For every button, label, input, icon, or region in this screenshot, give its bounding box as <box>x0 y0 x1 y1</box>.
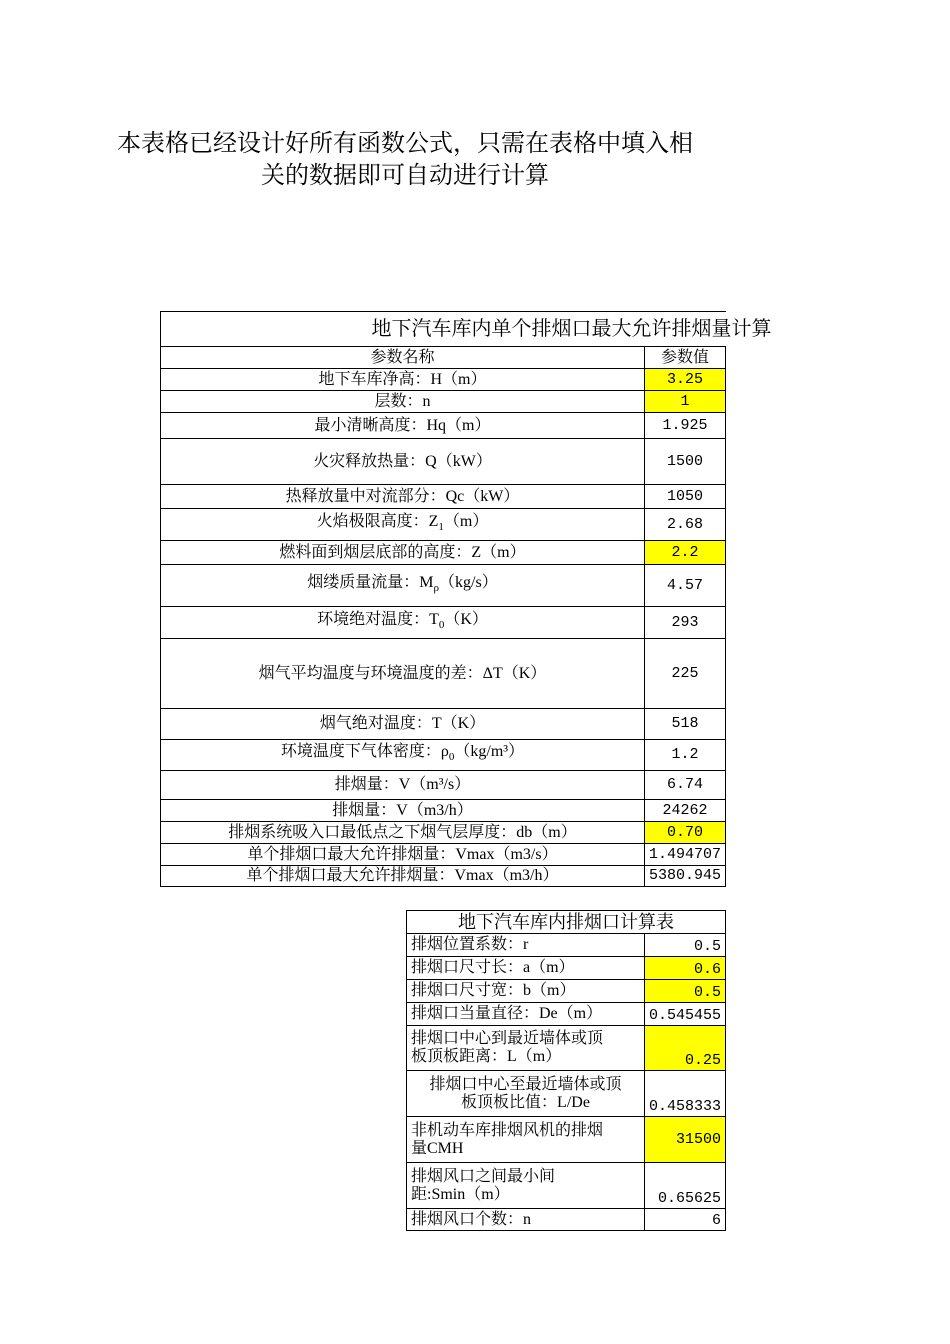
table1-row-label: 热释放量中对流部分：Qc（kW） <box>161 485 645 509</box>
table1-header-value: 参数值 <box>644 347 725 369</box>
table2-row-label: 排烟风口之间最小间 距:Smin（m） <box>407 1163 645 1209</box>
table2-row-input[interactable]: 31500 <box>644 1117 725 1163</box>
table2-row-label: 排烟口当量直径：De（m） <box>407 1003 645 1026</box>
table1-row-label: 地下车库净高：H（m） <box>161 369 645 391</box>
table2-row-label: 排烟口中心至最近墙体或顶 板顶板比值：L/De <box>407 1071 645 1117</box>
table1-row-value: 225 <box>644 639 725 709</box>
table1-row-value: 1.925 <box>644 413 725 439</box>
table2-row-label: 非机动车库排烟风机的排烟 量CMH <box>407 1117 645 1163</box>
table1-row-value: 518 <box>644 709 725 740</box>
table1-row-value: 5380.945 <box>644 866 725 887</box>
intro-text <box>70 128 740 192</box>
table1-row-label: 环境绝对温度：$T_0(K)$ <box>161 607 645 639</box>
table2-row-input[interactable]: 0.25 <box>644 1026 725 1071</box>
table1-row-value: 2.68 <box>644 509 725 541</box>
table2-row-value: 6 <box>644 1209 725 1231</box>
table1-row-label: 最小清晰高度：Hq（m） <box>161 413 645 439</box>
smoke-vent-calc-table <box>406 910 726 1231</box>
table1-row-input[interactable]: 0.70 <box>644 822 725 844</box>
table1-row-value: 24262 <box>644 800 725 822</box>
table1-row-label: 烟缕质量流量：$M_\rho(kg/s)$ <box>161 565 645 607</box>
intro-line-2: 关的数据即可自动进行计算 <box>261 163 549 189</box>
table1-row-value: 4.57 <box>644 565 725 607</box>
table1-row-value: 293 <box>644 607 725 639</box>
table2-row-value: 0.65625 <box>644 1163 725 1209</box>
table1-row-label: 烟气绝对温度：T（K） <box>161 709 645 740</box>
table1-row-input[interactable]: 1 <box>644 391 725 413</box>
intro-line-1: 本表格已经设计好所有函数公式，只需在表格中填入相 <box>117 131 693 157</box>
table2-row-value: 0.458333 <box>644 1071 725 1117</box>
table2-row-label: 排烟口尺寸宽：b（m） <box>407 980 645 1003</box>
table1-row-input[interactable]: 2.2 <box>644 541 725 565</box>
table1-row-label: 燃料面到烟层底部的高度：Z（m） <box>161 541 645 565</box>
table1-row-label: 烟气平均温度与环境温度的差：ΔT（K） <box>161 639 645 709</box>
smoke-vent-max-exhaust-table <box>160 311 772 887</box>
table2-row-label: 排烟位置系数：r <box>407 934 645 957</box>
table1-row-value: 1.2 <box>644 740 725 771</box>
table2-row-value: 0.545455 <box>644 1003 725 1026</box>
table1-row-label: 层数：n <box>161 391 645 413</box>
table1-row-label: 火灾释放热量：Q（kW） <box>161 439 645 485</box>
table2-row-label: 排烟口中心到最近墙体或顶 板顶板距离：L（m） <box>407 1026 645 1071</box>
table1-row-value: 6.74 <box>644 771 725 800</box>
table1-row-value: 1500 <box>644 439 725 485</box>
table2-row-value: 0.5 <box>644 934 725 957</box>
table1-row-label: 排烟量：V（m3/h） <box>161 800 645 822</box>
table2-row-input[interactable]: 0.6 <box>644 957 725 980</box>
table1-header-name: 参数名称 <box>161 347 645 369</box>
table1-row-label: 单个排烟口最大允许排烟量：Vmax（m3/s） <box>161 844 645 866</box>
table2-row-input[interactable]: 0.5 <box>644 980 725 1003</box>
table1-row-value: 1050 <box>644 485 725 509</box>
table2-row-label: 排烟口尺寸长：a（m） <box>407 957 645 980</box>
table1-row-label: 排烟系统吸入口最低点之下烟气层厚度：db（m） <box>161 822 645 844</box>
table2-title: 地下汽车库内排烟口计算表 <box>407 911 726 934</box>
table1-row-input[interactable]: 3.25 <box>644 369 725 391</box>
table2-row-label: 排烟风口个数：n <box>407 1209 645 1231</box>
table1-row-label: 单个排烟口最大允许排烟量：Vmax（m3/h） <box>161 866 645 887</box>
table1-title: 地下汽车库内单个排烟口最大允许排烟量计算 <box>161 312 726 347</box>
table1-row-value: 1.494707 <box>644 844 725 866</box>
table1-row-label: 火焰极限高度：$Z_1(m)$ <box>161 509 645 541</box>
table1-row-label: 排烟量：V（m³/s） <box>161 771 645 800</box>
table1-row-label: 环境温度下气体密度：$\rho_0(kg/m^3)$ <box>161 740 645 771</box>
